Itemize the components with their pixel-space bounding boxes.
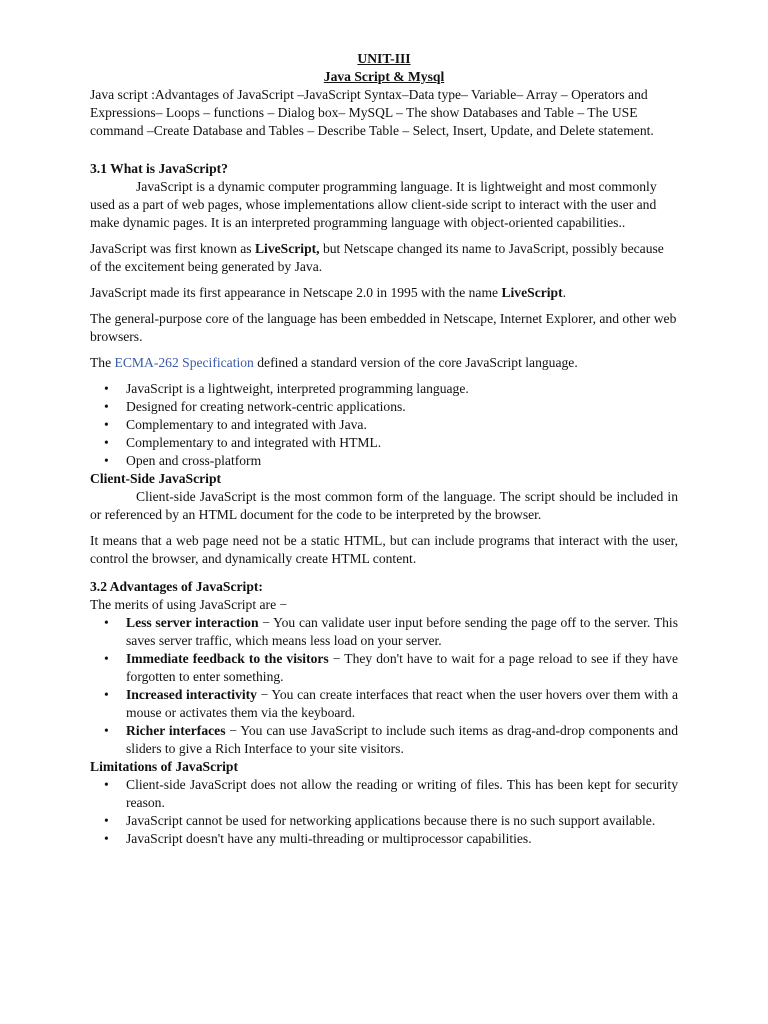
features-list <box>90 380 678 470</box>
client-side-heading: Client-Side JavaScript <box>90 471 222 486</box>
list-item: • JavaScript doesn't have any multi-threading or multiprocessor capabilities. <box>104 831 532 846</box>
advantages-intro: The merits of using JavaScript are − <box>90 597 288 612</box>
section-3-1-paragraph-4: The general-purpose core of the language has been embedded in Netscape, Internet Explorer, and other web browsers. <box>90 311 677 344</box>
client-side-paragraph-1: Client-side JavaScript is the most common form of the language. The script should be included in or referenced by an HTML document for the code to be interpreted by the browser. <box>90 489 678 522</box>
list-item: • JavaScript is a lightweight, interpreted programming language. <box>104 381 469 396</box>
bullet-icon: • <box>104 777 109 792</box>
bullet-icon: • <box>104 615 109 630</box>
list-item: • JavaScript cannot be used for networking applications because there is no such support available. <box>104 813 656 828</box>
bullet-icon: • <box>104 687 109 702</box>
bullet-icon: • <box>104 831 109 846</box>
bullet-icon: • <box>104 381 109 396</box>
bullet-icon: • <box>104 723 109 738</box>
advantages-list <box>90 614 678 758</box>
section-3-1-paragraph-3: JavaScript made its first appearance in Netscape 2.0 in 1995 with the name LiveScript. <box>90 285 567 300</box>
bullet-icon: • <box>104 651 109 666</box>
list-item: • Immediate feedback to the visitors − They don't have to wait for a page reload to see if they have forgotten to enter something. <box>104 651 678 684</box>
limitations-list <box>90 776 678 848</box>
limitations-heading: Limitations of JavaScript <box>90 759 239 774</box>
bullet-icon: • <box>104 453 109 468</box>
list-item: • Open and cross-platform <box>104 453 262 468</box>
list-item: • Complementary to and integrated with Java. <box>104 417 367 432</box>
section-3-1-heading: 3.1 What is JavaScript? <box>90 161 228 176</box>
list-item: • Richer interfaces − You can use JavaScript to include such items as drag-and-drop components and sliders to give a Rich Interface to your site visitors. <box>104 723 678 756</box>
section-3-1-paragraph-2: JavaScript was first known as LiveScript, but Netscape changed its name to JavaScript, possibly because of the excitement being generated by Java. <box>90 241 664 274</box>
section-3-2-heading: 3.2 Advantages of JavaScript: <box>90 579 263 594</box>
list-item: • Designed for creating network-centric applications. <box>104 399 406 414</box>
list-item: • Complementary to and integrated with HTML. <box>104 435 382 450</box>
section-3-1-paragraph-1: JavaScript is a dynamic computer programming language. It is lightweight and most commonly used as a part of web pages, whose implementations allow client-side script to interact with the user and make dynamic pages. It is an interpreted programming language with object-oriented capabilities.. <box>90 179 657 230</box>
unit-heading: UNIT-III <box>357 51 411 66</box>
section-3-1-paragraph-5: The ECMA-262 Specification defined a standard version of the core JavaScript language. <box>90 355 578 370</box>
bullet-icon: • <box>104 399 109 414</box>
document-page <box>90 50 678 848</box>
list-item: • Less server interaction − You can validate user input before sending the page off to the server. This saves server traffic, which means less load on your server. <box>104 615 678 648</box>
bullet-icon: • <box>104 435 109 450</box>
client-side-paragraph-2: It means that a web page need not be a static HTML, but can include programs that interact with the user, control the browser, and dynamically create HTML content. <box>90 533 678 566</box>
bullet-icon: • <box>104 813 109 828</box>
list-item: • Client-side JavaScript does not allow the reading or writing of files. This has been kept for security reason. <box>104 777 678 810</box>
page-title: Java Script & Mysql <box>323 69 445 84</box>
ecma-link[interactable]: ECMA-262 Specification <box>114 355 254 370</box>
syllabus-text: Java script :Advantages of JavaScript –JavaScript Syntax–Data type– Variable– Array – Operators and Expressions– Loops – functions – Dialog box– MySQL – The show Databases and Table – The USE command –Create Database and Tables – Describe Table – Select, Insert, Update, and Delete statement. <box>90 87 654 138</box>
list-item: • Increased interactivity − You can create interfaces that react when the user hovers over them with a mouse or activates them via the keyboard. <box>104 687 678 720</box>
bullet-icon: • <box>104 417 109 432</box>
